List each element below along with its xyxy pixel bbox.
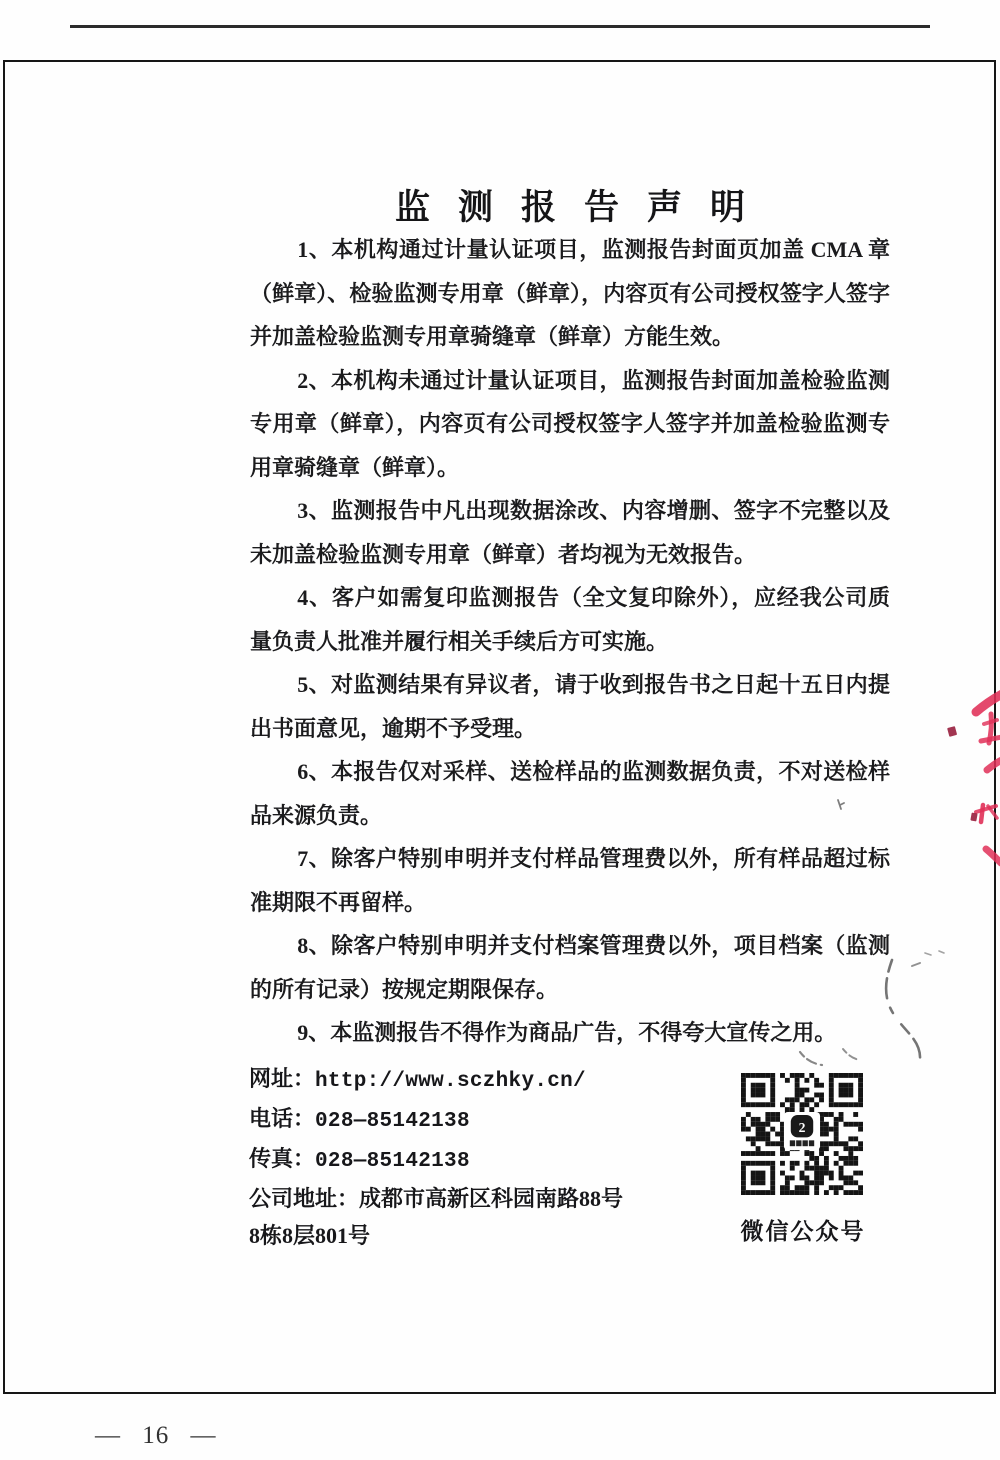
page-number: — 16 —: [95, 1422, 217, 1449]
statement-paragraph-1: 1、本机构通过计量认证项目，监测报告封面页加盖 CMA 章（鲜章）、检验监测专用章（鲜章），内容页有公司授权签字人签字并加盖检验监测专用章骑缝章（鲜章）方能生效。: [250, 237, 890, 349]
qr-caption: 微信公众号: [740, 1219, 866, 1244]
contact-address2-value: 8栋8层801号: [249, 1223, 371, 1248]
qr-code-image: [741, 1073, 863, 1195]
statement-paragraphs: [250, 228, 890, 1055]
contact-fax-label: 传真：: [249, 1146, 316, 1171]
contact-website-value: http://www.sczhky.cn/: [315, 1070, 586, 1093]
contact-fax-value: 028—85142138: [315, 1150, 470, 1173]
statement-paragraph-2: 2、本机构未通过计量认证项目，监测报告封面加盖检验监测专用章（鲜章），内容页有公司授权签字人签字并加盖检验监测专用章骑缝章（鲜章）。: [250, 367, 890, 480]
statement-paragraph-8: 8、除客户特别申明并支付档案管理费以外，项目档案（监测的所有记录）按规定期限保存。: [250, 933, 890, 1002]
page-title: 监测报告声明: [394, 188, 773, 227]
contact-website: [249, 1060, 719, 1100]
contact-block: [249, 1060, 719, 1254]
header-rule: [70, 25, 930, 28]
contact-phone-label: 电话：: [249, 1106, 316, 1131]
contact-address-line2: [249, 1217, 719, 1254]
contact-website-label: 网址：: [249, 1066, 316, 1091]
svg-text:2: 2: [798, 1120, 806, 1136]
statement-paragraph-4: 4、客户如需复印监测报告（全文复印除外），应经我公司质量负责人批准并履行相关手续后方可实施。: [250, 585, 890, 654]
statement-paragraph-6: 6、本报告仅对采样、送检样品的监测数据负责，不对送检样品来源负责。: [250, 759, 890, 828]
contact-phone-value: 028—85142138: [315, 1110, 470, 1133]
statement-paragraph-9: 9、本监测报告不得作为商品广告，不得夸大宣传之用。: [297, 1020, 837, 1045]
contact-address: [249, 1180, 719, 1217]
contact-address-value: 成都市高新区科园南路88号: [359, 1186, 624, 1211]
wechat-qr-code: [741, 1073, 863, 1195]
statement-paragraph-7: 7、除客户特别申明并支付样品管理费以外，所有样品超过标准期限不再留样。: [250, 846, 890, 915]
contact-phone: [249, 1100, 719, 1140]
contact-fax: [249, 1140, 719, 1180]
statement-paragraph-3: 3、监测报告中凡出现数据涂改、内容增删、签字不完整以及未加盖检验监测专用章（鲜章）者均视为无效报告。: [250, 498, 890, 567]
contact-address-label: 公司地址：: [249, 1186, 360, 1211]
statement-paragraph-5: 5、对监测结果有异议者，请于收到报告书之日起十五日内提出书面意见，逾期不予受理。: [250, 672, 890, 741]
